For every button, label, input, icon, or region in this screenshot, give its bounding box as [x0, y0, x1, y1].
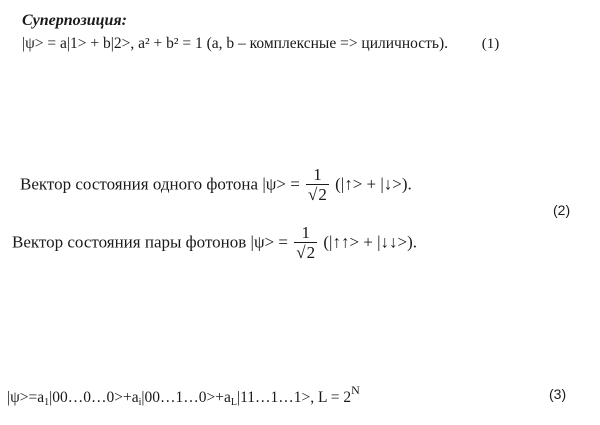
photon-pair-equation [12, 224, 417, 263]
register-term-4: |11…1…1>, L = 2 [237, 389, 352, 406]
single-photon-label: Вектор состояния одного фотона [20, 174, 259, 194]
sqrt-argument: 2 [318, 185, 327, 204]
fraction-denominator [294, 243, 317, 263]
fraction-numerator: 1 [294, 224, 317, 243]
register-subscript-1: 1 [44, 397, 50, 408]
fraction-denominator [306, 185, 329, 205]
register-subscript-i: i [138, 397, 142, 408]
register-subscript-L: L [230, 397, 237, 408]
register-term-2: |00…0…0>+a [49, 389, 139, 406]
register-exponent: N [351, 383, 360, 397]
equation-number-3: (3) [549, 386, 567, 402]
sqrt-argument: 2 [306, 243, 316, 262]
photon-pair-state: |ψ> = [250, 232, 289, 252]
single-photon-expression: (|↑> + |↓>). [335, 174, 412, 194]
superposition-title: Суперпозиция: [22, 12, 127, 29]
sqrt-symbol: √ [296, 243, 306, 262]
single-photon-state: |ψ> = [262, 174, 300, 194]
fraction-numerator: 1 [306, 166, 329, 185]
register-term-1: |ψ>=a [7, 389, 45, 406]
superposition-equation [22, 35, 499, 53]
single-photon-fraction [306, 166, 329, 205]
photon-pair-label: Вектор состояния пары фотонов [12, 232, 247, 252]
register-term-3: |00…1…0>+a [141, 389, 231, 406]
equation-number-1: (1) [481, 36, 500, 52]
single-photon-equation [20, 166, 412, 205]
photon-pair-fraction [294, 224, 317, 263]
register-state-equation [7, 383, 360, 408]
sqrt-symbol: √ [308, 185, 318, 204]
superposition-formula: |ψ> = a|1> + b|2>, a² + b² = 1 (a, b – комплексные => циличность). [22, 35, 449, 52]
photon-pair-expression: (|↑↑> + |↓↓>). [323, 232, 418, 252]
equation-number-2: (2) [553, 202, 571, 218]
